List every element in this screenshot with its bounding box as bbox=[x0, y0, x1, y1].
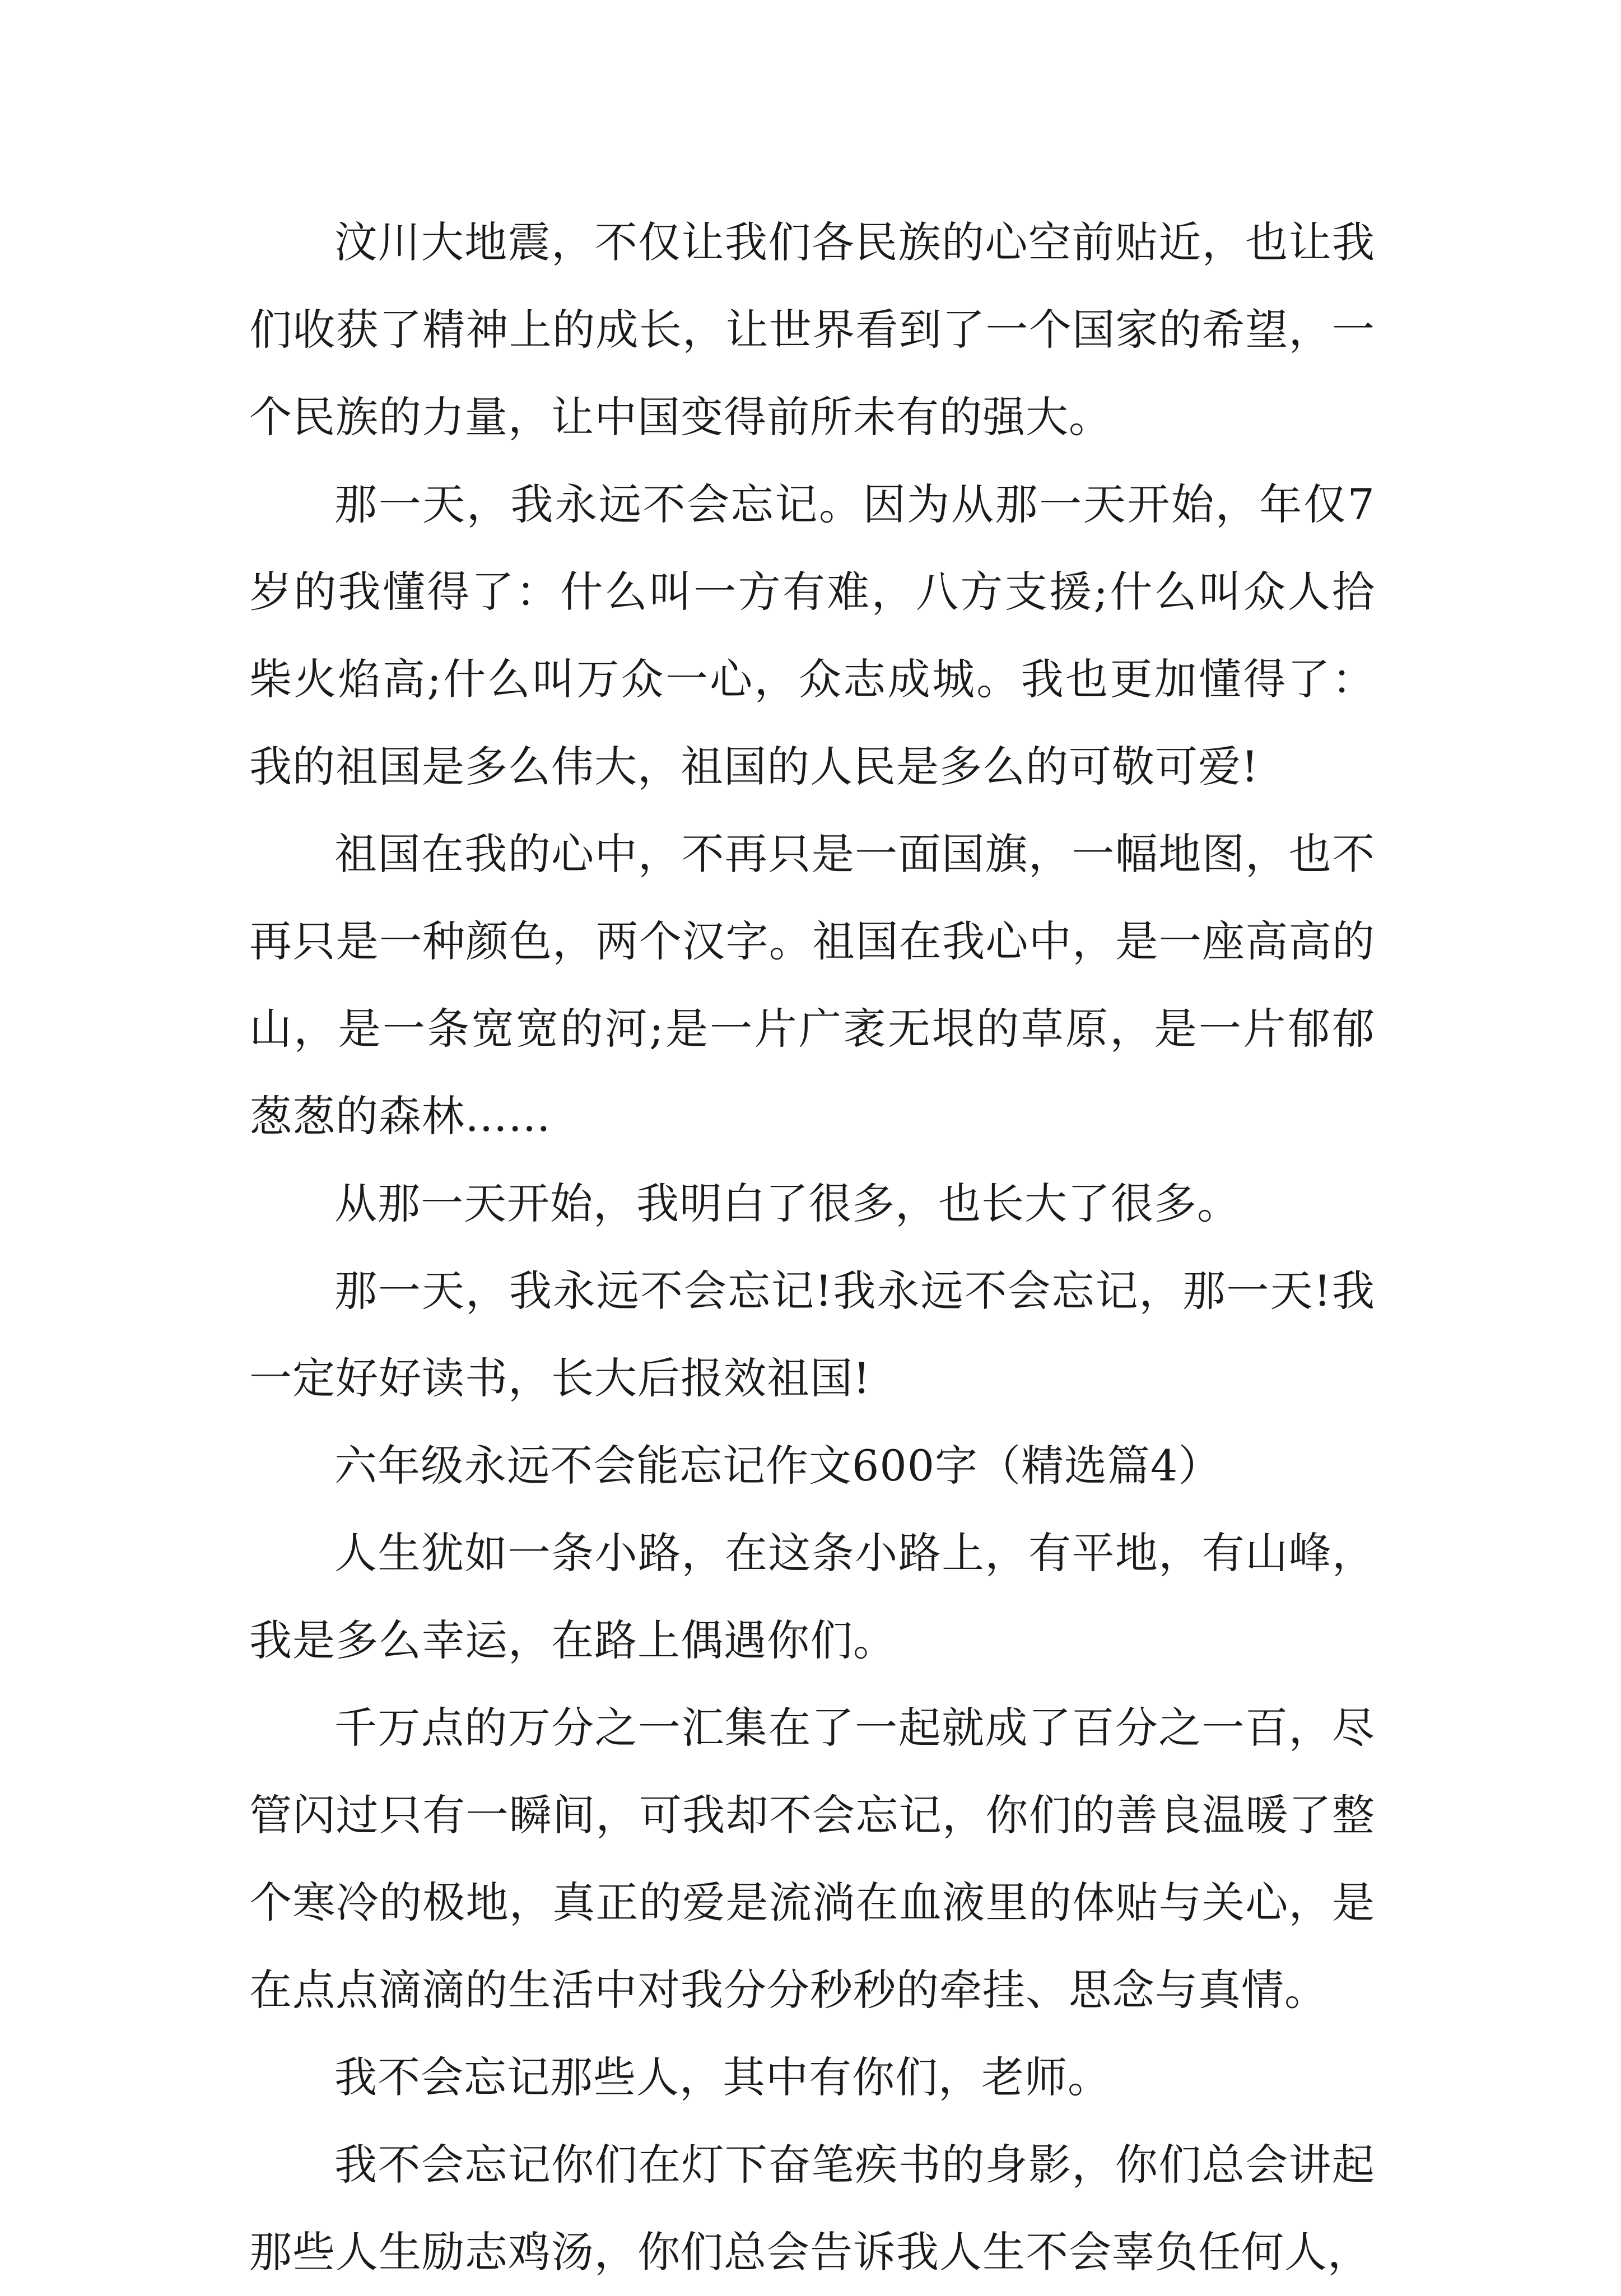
document-body bbox=[249, 199, 1375, 2296]
paragraph: 我不会忘记你们在灯下奋笔疾书的身影，你们总会讲起那些人生励志鸡汤，你们总会告诉我人生不会辜负任何人， bbox=[249, 2140, 1375, 2277]
paragraph: 那一天，我永远不会忘记。因为从那一天开始，年仅7岁的我懂得了：什么叫一方有难，八方支援;什么叫众人拾柴火焰高;什么叫万众一心，众志成城。我也更加懂得了：我的祖国是多么伟大，祖国的人民是多么的可敬可爱! bbox=[249, 479, 1375, 791]
section-heading: 六年级永远不会能忘记作文600字（精选篇4） bbox=[334, 1441, 1222, 1491]
paragraph: 从那一天开始，我明白了很多，也长大了很多。 bbox=[334, 1179, 1240, 1228]
paragraph: 我不会忘记那些人，其中有你们，老师。 bbox=[334, 2052, 1111, 2102]
paragraph: 祖国在我的心中，不再只是一面国旗，一幅地图，也不再只是一种颜色，两个汉字。祖国在我心中，是一座高高的山，是一条宽宽的河;是一片广袤无垠的草原，是一片郁郁葱葱的森林…… bbox=[249, 829, 1375, 1141]
paragraph: 那一天，我永远不会忘记!我永远不会忘记，那一天!我一定好好读书，长大后报效祖国! bbox=[249, 1266, 1375, 1403]
paragraph: 人生犹如一条小路，在这条小路上，有平地，有山峰，我是多么幸运，在路上偶遇你们。 bbox=[249, 1528, 1375, 1665]
paragraph: 汶川大地震，不仅让我们各民族的心空前贴近，也让我们收获了精神上的成长，让世界看到了一个国家的希望，一个民族的力量，让中国变得前所未有的强大。 bbox=[249, 217, 1375, 442]
paragraph: 千万点的万分之一汇集在了一起就成了百分之一百，尽管闪过只有一瞬间，可我却不会忘记，你们的善良温暖了整个寒冷的极地，真正的爱是流淌在血液里的体贴与关心，是在点点滴滴的生活中对我分分秒秒的牵挂、思念与真情。 bbox=[249, 1703, 1375, 2015]
